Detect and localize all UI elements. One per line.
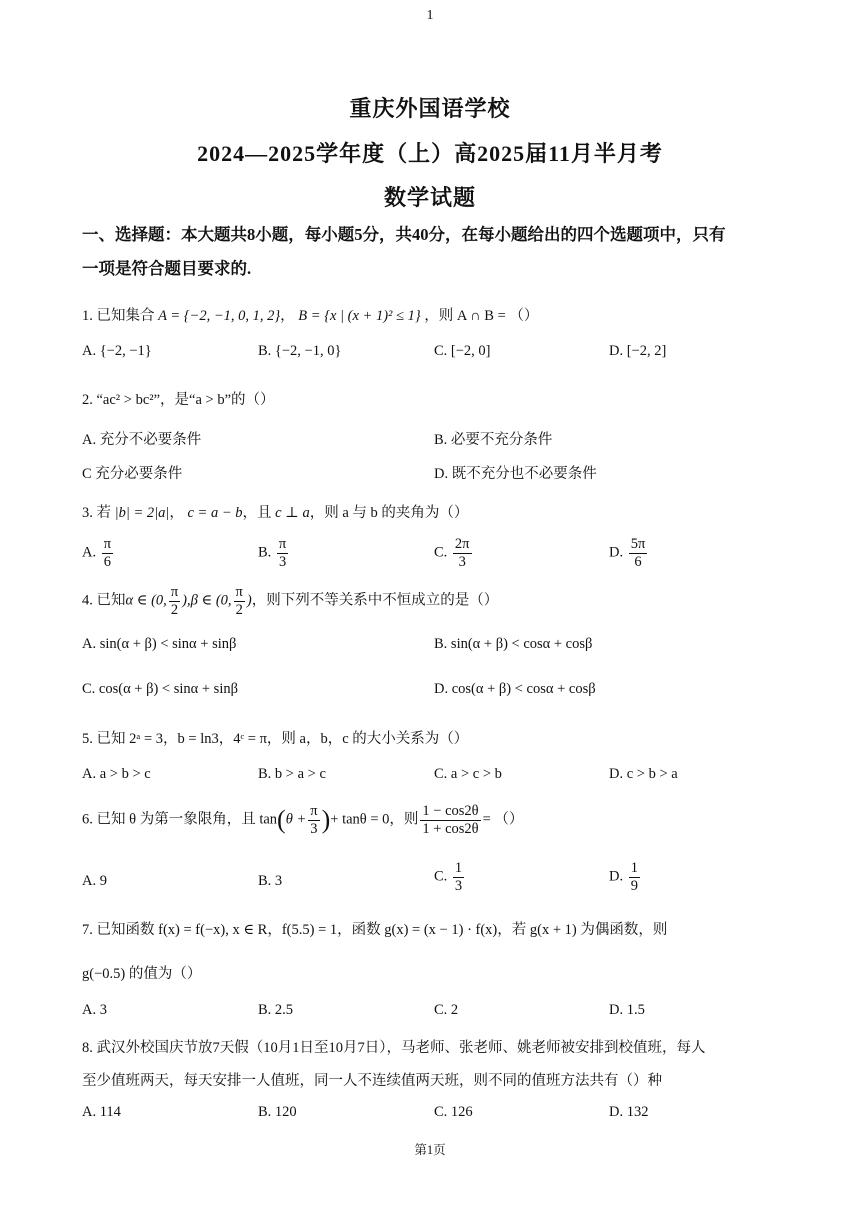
q3-cond-2: c = a − b <box>187 505 243 521</box>
q2-option-b: B. 必要不充分条件 <box>434 432 553 448</box>
q4-beta: β ∈ (0, <box>190 592 232 609</box>
school-title: 重庆外国语学校 <box>349 96 511 121</box>
q6-option-b: B. 3 <box>258 873 283 889</box>
q6-option-c <box>434 860 466 894</box>
q3-option-c-num: 2π <box>454 536 470 552</box>
question-4 <box>82 584 498 618</box>
q1-set-b: B = {x | (x + 1)² ≤ 1} <box>298 308 421 324</box>
q3-option-d-num: 5π <box>630 536 646 552</box>
q3-cond-1: |b| = 2|a| <box>114 505 170 521</box>
q8-option-d: D. 132 <box>609 1104 649 1120</box>
q3-option-b-den: 3 <box>278 553 287 570</box>
q1-option-c: C. [−2, 0] <box>434 343 491 359</box>
q6-after: + tanθ = 0，则 <box>330 811 419 828</box>
q4-option-d: D. cos(α + β) < cosα + cosβ <box>434 681 596 697</box>
q6-option-c-label: C. <box>434 868 448 885</box>
question-5: 5. 已知 2ᵃ = 3，b = ln3，4ᶜ = π，则 a，b，c 的大小关系为（） <box>82 731 469 747</box>
q3-option-a-den: 6 <box>103 553 112 570</box>
q3-option-c-fraction <box>453 536 472 570</box>
q4-option-b: B. sin(α + β) < cosα + cosβ <box>434 636 593 652</box>
q8-option-b: B. 120 <box>258 1104 297 1120</box>
q4-suffix: ，则下列不等关系中不恒成立的是（） <box>251 592 499 609</box>
q6-option-c-den: 3 <box>454 877 463 894</box>
q3-option-b-fraction <box>277 536 288 570</box>
q6-option-a: A. 9 <box>82 873 107 889</box>
q7-option-a: A. 3 <box>82 1002 107 1018</box>
q4-option-c: C. cos(α + β) < sinα + sinβ <box>82 681 238 697</box>
q6-option-d <box>609 860 642 894</box>
q6-pi-frac-den: 3 <box>310 820 318 837</box>
q1-prefix: 1. 已知集合 <box>82 308 155 324</box>
q6-main-frac-den: 1 + cos2θ <box>422 820 479 837</box>
q3-option-d-fraction <box>629 536 648 570</box>
q6-option-d-den: 9 <box>630 877 638 894</box>
q6-option-d-num: 1 <box>630 860 638 876</box>
q8-option-c: C. 126 <box>434 1104 473 1120</box>
subject-title: 数学试题 <box>383 185 476 210</box>
q4-frac-2 <box>234 584 245 618</box>
q4-prefix: 4. 已知 <box>82 592 126 609</box>
q4-frac-1-den: 2 <box>170 601 179 618</box>
q6-option-c-num: 1 <box>454 860 463 876</box>
q6-inner: θ + <box>285 811 307 828</box>
q3-mid-2: ，且 <box>242 505 272 521</box>
q3-suffix: ，则 a 与 b 的夹角为（） <box>309 505 469 521</box>
page-top-number: 1 <box>426 8 434 23</box>
q6-main-frac-num: 1 − cos2θ <box>422 803 479 819</box>
q2-option-d: D. 既不充分也不必要条件 <box>434 466 597 482</box>
q1-sep: ， <box>280 308 295 324</box>
section-heading-line1: 一、选择题：本大题共8小题，每小题5分，共40分，在每小题给出的四个选题项中，只有 <box>82 225 726 244</box>
q3-option-d-den: 6 <box>634 553 642 570</box>
question-7-line-2: g(−0.5) 的值为（） <box>82 966 202 982</box>
q3-option-a-num: π <box>103 536 112 552</box>
q6-suffix: = （） <box>482 811 524 828</box>
question-7-line-1: 7. 已知函数 f(x) = f(−x), x ∈ R，f(5.5) = 1，函数 g(x) = (x − 1) · f(x)，若 g(x + 1) 为偶函数，则 <box>82 922 668 938</box>
q6-option-d-fraction <box>629 860 640 894</box>
q1-option-b: B. {−2, −1, 0} <box>258 343 342 359</box>
q4-close-2: ) <box>246 592 252 609</box>
q3-option-d-label: D. <box>609 544 624 561</box>
q6-pi-frac-num: π <box>310 803 318 819</box>
q4-alpha: α ∈ (0, <box>125 592 167 609</box>
q3-option-a-label: A. <box>82 544 97 561</box>
q3-option-b-label: B. <box>258 544 272 561</box>
q6-prefix: 6. 已知 θ 为第一象限角，且 tan <box>82 811 278 828</box>
q5-option-a: A. a > b > c <box>82 766 151 782</box>
q8-option-a: A. 114 <box>82 1104 121 1120</box>
exam-title: 2024—2025学年度（上）高2025届11月半月考 <box>197 141 663 166</box>
q3-option-a <box>82 536 115 570</box>
question-2: 2. “ac² > bc²”，是“a > b”的（） <box>82 392 275 408</box>
question-1 <box>82 304 538 325</box>
question-8-line-1: 8. 武汉外校国庆节放7天假（10月1日至10月7日），马老师、张老师、姚老师被安排到校值班，每人 <box>82 1040 706 1056</box>
q6-option-d-label: D. <box>609 868 624 885</box>
question-8-line-2: 至少值班两天，每天安排一人值班，同一人不连续值两天班，则不同的值班方法共有（）种 <box>82 1073 662 1089</box>
q4-frac-1-num: π <box>170 584 179 600</box>
q3-cond-3: c ⊥ a <box>275 505 310 521</box>
section-heading-line2: 一项是符合题目要求的. <box>82 259 252 278</box>
q4-frac-2-num: π <box>235 584 243 600</box>
q6-pi-frac <box>308 803 319 837</box>
q3-option-d <box>609 536 649 570</box>
page-footer: 第1页 <box>414 1143 446 1157</box>
q1-option-d: D. [−2, 2] <box>609 343 667 359</box>
q7-option-d: D. 1.5 <box>609 1002 645 1018</box>
question-3 <box>82 501 468 522</box>
q2-option-a: A. 充分不必要条件 <box>82 432 202 448</box>
q4-option-a: A. sin(α + β) < sinα + sinβ <box>82 636 237 652</box>
section-heading <box>82 218 782 286</box>
q3-option-a-fraction <box>102 536 113 570</box>
q5-option-b: B. b > a > c <box>258 766 326 782</box>
q6-option-c-fraction <box>453 860 464 894</box>
q2-option-c: C 充分必要条件 <box>82 466 183 482</box>
q6-main-frac <box>420 803 480 837</box>
q3-mid-1: ， <box>169 505 184 521</box>
question-6: 6. 已知 θ 为第一象限角，且 tan(θ + $\frac{\pi}{3}$ )+ tanθ = 0，则 $\frac{1 - \cos 2\theta}{1 + \cos 2\theta}$ = （） <box>82 803 524 837</box>
q4-frac-1 <box>169 584 180 618</box>
q3-option-c <box>434 536 474 570</box>
q4-frac-2-den: 2 <box>235 601 243 618</box>
q1-suffix: ，则 A ∩ B = （） <box>424 308 539 324</box>
q3-option-b-num: π <box>278 536 287 552</box>
q3-option-c-den: 3 <box>458 553 466 570</box>
q7-option-b: B. 2.5 <box>258 1002 294 1018</box>
q5-option-c: C. a > c > b <box>434 766 502 782</box>
q1-option-a: A. {−2, −1} <box>82 343 152 359</box>
q7-option-c: C. 2 <box>434 1002 459 1018</box>
q3-option-b <box>258 536 290 570</box>
q3-prefix: 3. 若 <box>82 505 111 521</box>
q5-option-d: D. c > b > a <box>609 766 678 782</box>
q1-set-a: A = {−2, −1, 0, 1, 2} <box>158 308 281 324</box>
q3-option-c-label: C. <box>434 544 448 561</box>
q4-close-1: ), <box>182 592 191 609</box>
